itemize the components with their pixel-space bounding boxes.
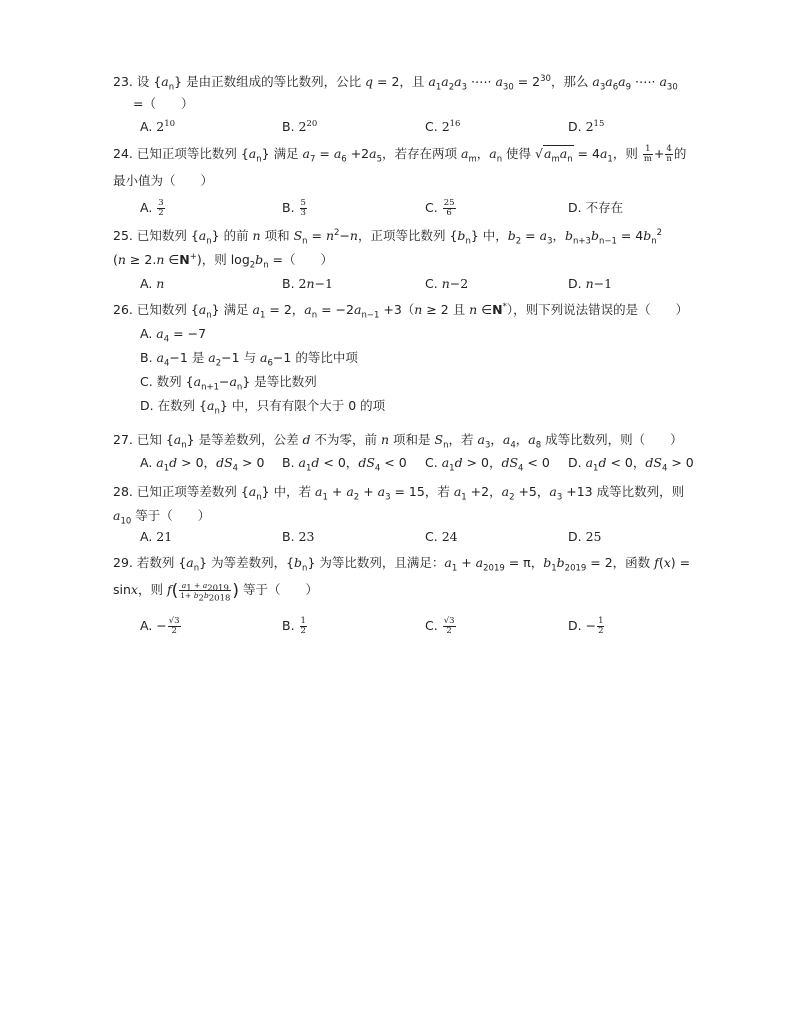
option-b: B. 23 xyxy=(282,529,315,544)
option-c: C. 数列 $\{a_{n+1}-a_n\}$ 是等比数列 xyxy=(140,374,317,393)
question-28-stem-cont: $a_{10}$ 等于（ ） xyxy=(113,508,211,527)
question-24-stem-cont: 最小值为（ ） xyxy=(113,173,214,188)
question-24-stem: 24. 已知正项等比数列 $\{a_n\}$ 满足 $a_7 = a_6 +2a_5$，若存在两项 $a_m$，$a_n$ 使得 $√a_ma_n = 4a_1$，则 $\frac{1}{m}$ + $\frac{4}{n}$ 的 xyxy=(113,144,687,165)
option-b: B. $\frac{1}{2}$ xyxy=(282,616,306,636)
question-26-stem: 26. 已知数列 $\{a_n\}$ 满足 $a_1 = 2$，$a_n = -2a_{n-1} +3(n \ge 2$ 且 n ∈N*），则下列说法错误的是（ ） xyxy=(113,301,689,321)
option-d: D. $2^{15}$ xyxy=(568,118,605,134)
question-number: 27. xyxy=(113,432,133,447)
option-d: D. 25 xyxy=(568,529,602,544)
option-d: D. 在数列 $\{a_n\}$ 中，只有有限个大于 0 的项 xyxy=(140,398,386,417)
question-29-stem-cont: sinx，则 f( $\frac{a_1 + a_{2019}}{1+ b_2b_{2018}}$ ) 等于（ ） xyxy=(113,581,319,604)
option-d: D. n−1 xyxy=(568,276,613,291)
question-25-stem: 25. 已知数列 $\{a_n\}$ 的前 n 项和 $S_n = n^2-n$，正项等比数列 $\{b_n\}$ 中，$b_2 = a_3$，$b_{n+3}b_{n-1} = 4b_n^2$ xyxy=(113,227,663,247)
question-25-stem-cont: (n ≥ 2.n ∈N+)，则 $\log_2b_n$ =（ ） xyxy=(113,251,334,271)
option-a: A. − $\frac{√3}{2}$ xyxy=(140,616,180,636)
option-c: C. $2^{16}$ xyxy=(425,118,461,134)
option-a: A. 21 xyxy=(140,529,173,544)
option-a: A. n xyxy=(140,276,165,291)
option-a: A. $2^{10}$ xyxy=(140,118,176,134)
option-d: D. 不存在 xyxy=(568,200,624,215)
question-28-stem: 28. 已知正项等差数列 $\{a_n\}$ 中，若 $a_1 + a_2 + a_3 = 15$，若 $a_1 +2$，$a_2 +5$，$a_3 +13$ 成等比数列，则 xyxy=(113,484,685,503)
option-a: A. $a_4 = -7$ xyxy=(140,326,207,345)
option-c: C. n−2 xyxy=(425,276,469,291)
option-b: B. $a_1d < 0$，$dS_4 < 0$ xyxy=(282,455,407,474)
option-c: C. 24 xyxy=(425,529,458,544)
option-b: B. $2^{20}$ xyxy=(282,118,318,134)
option-d: D. $a_1d < 0$，$dS_4 > 0$ xyxy=(568,455,694,474)
question-23-stem-cont: =（ ） xyxy=(133,96,194,111)
question-29-stem: 29. 若数列 $\{a_n\}$ 为等差数列，$\{b_n\}$ 为等比数列，且满足：$a_1 + a_{2019} = \pi$，$b_1b_{2019} = 2$，函数 f(x) = xyxy=(113,555,691,574)
question-number: 24. xyxy=(113,146,133,161)
question-number: 25. xyxy=(113,228,133,243)
option-b: B. $a_4-1$ 是 $a_2-1$ 与 $a_6-1$ 的等比中项 xyxy=(140,350,358,369)
option-c: C. $a_1d > 0$，$dS_4 < 0$ xyxy=(425,455,550,474)
option-a: A. $a_1d > 0$，$dS_4 > 0$ xyxy=(140,455,265,474)
option-d: D. − $\frac{1}{2}$ xyxy=(568,616,604,636)
option-b: B. 2n−1 xyxy=(282,276,333,291)
question-number: 26. xyxy=(113,302,133,317)
question-23-stem: 23. 设 $\{a_n\}$ 是由正数组成的等比数列，公比 q = 2，且 $a_1a_2a_3$ ·⋯· $a_{30} = 2^{30}$，那么 $a_3a_6a_9$ ·⋯· $a_{30}$ xyxy=(113,73,678,93)
option-c: C. $\frac{25}{6}$ xyxy=(425,198,455,218)
option-b: B. $\frac{5}{3}$ xyxy=(282,198,306,218)
option-a: A. $\frac{3}{2}$ xyxy=(140,198,164,218)
question-number: 29. xyxy=(113,555,133,570)
question-27-stem: 27. 已知 $\{a_n\}$ 是等差数列，公差 d 不为零，前 n 项和是 $S_n$，若 $a_3$，$a_4$，$a_8$ 成等比数列，则（ ） xyxy=(113,432,683,451)
question-number: 28. xyxy=(113,484,133,499)
question-number: 23. xyxy=(113,74,133,89)
option-c: C. $\frac{√3}{2}$ xyxy=(425,616,455,636)
